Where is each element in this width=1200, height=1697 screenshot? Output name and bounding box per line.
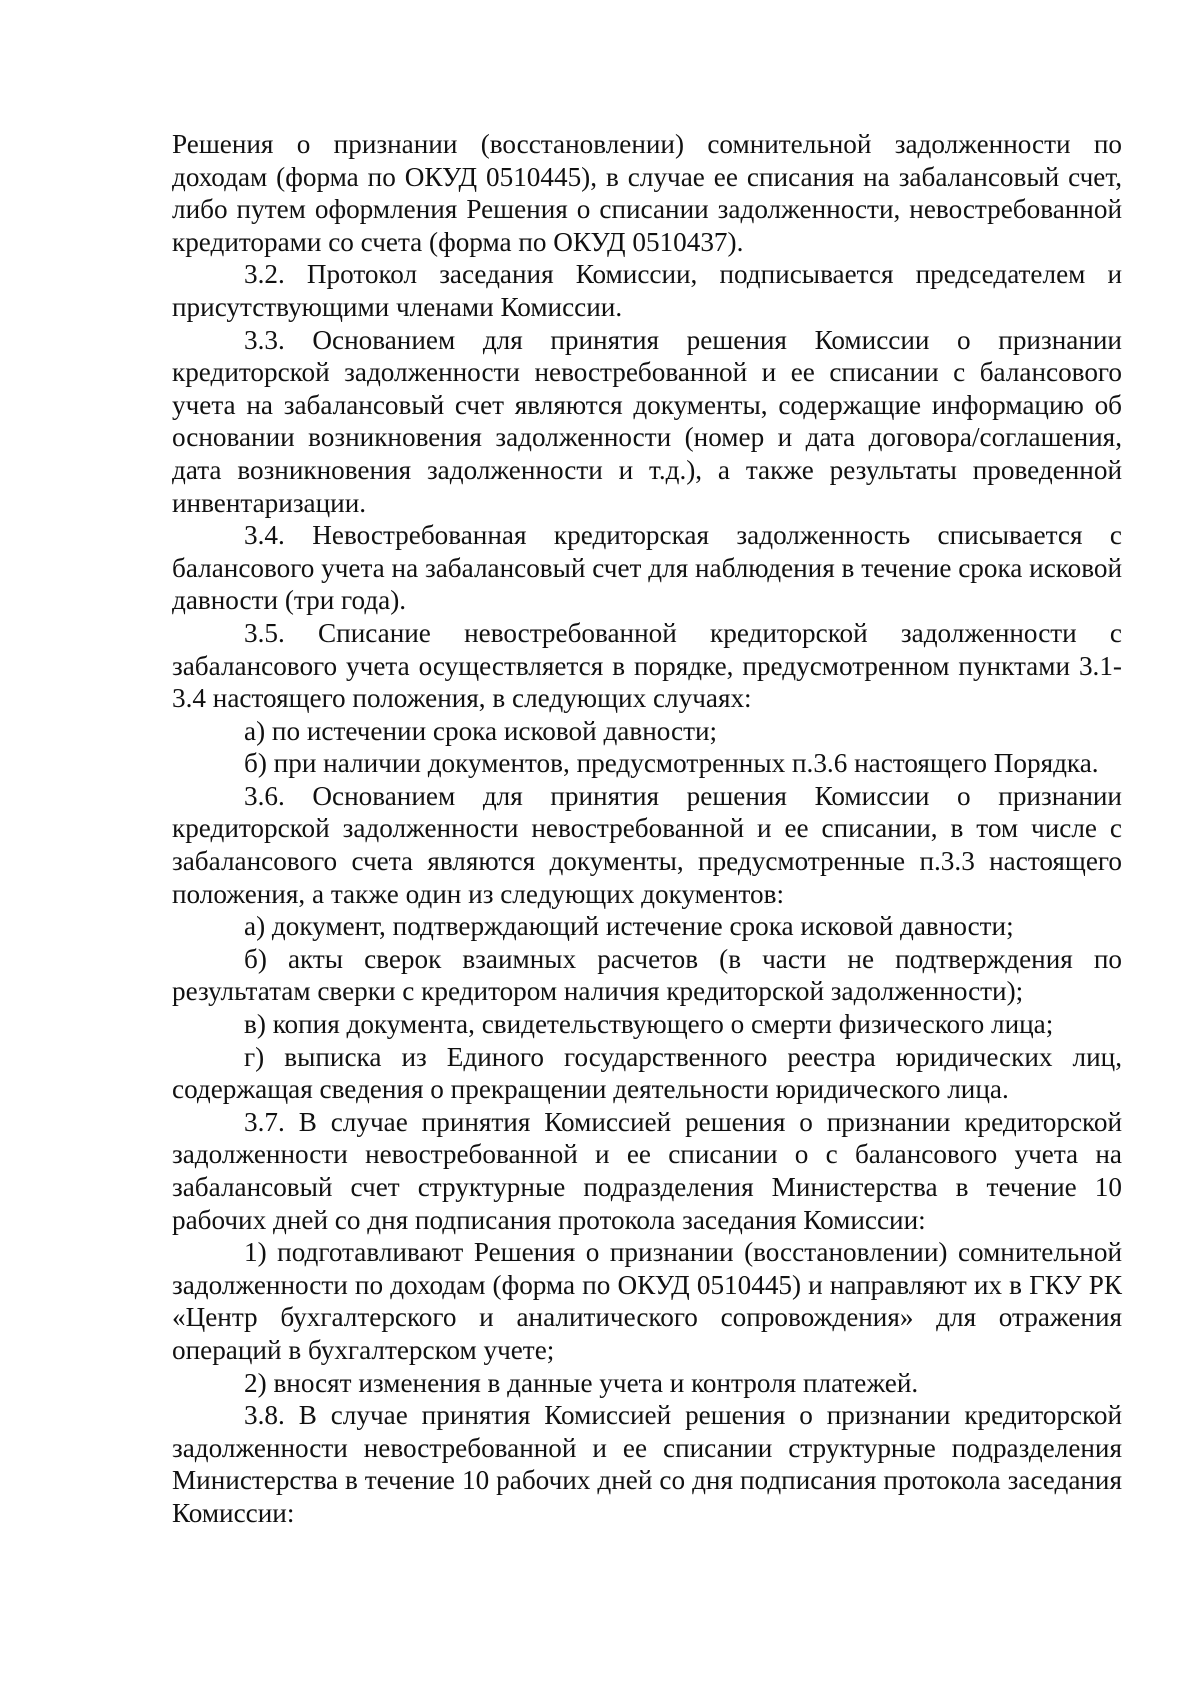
list-item-3-7-2: 2) вносят изменения в данные учета и контроля платежей. <box>244 1367 919 1398</box>
paragraph-3-2: 3.2. Протокол заседания Комиссии, подписывается председателем и присутствующими членами Комиссии. <box>172 259 1122 322</box>
paragraph-3-4: 3.4. Невостребованная кредиторская задолженность списывается с балансового учета на забалансовый счет для наблюдения в течение срока исковой давности (три года). <box>172 520 1122 616</box>
list-item-3-6-v: в) копия документа, свидетельствующего о смерти физического лица; <box>244 1009 1054 1040</box>
paragraph-decisions-continued: Решения о признании (восстановлении) сомнительной задолженности по доходам (форма по ОКУД 0510445), в случае ее списания на забалансовый счет, либо путем оформления Решения о списании задолженности, невостребованной кредиторами со счета (форма по ОКУД 0510437). <box>172 129 1122 257</box>
paragraph-3-7: 3.7. В случае принятия Комиссией решения о признании кредиторской задолженности невостребованной и ее списании о с балансового учета на забалансовый счет структурные подразделения Министерства в течение 10 рабочих дней со дня подписания протокола заседания Комиссии: <box>172 1106 1122 1235</box>
paragraph-3-6: 3.6. Основанием для принятия решения Комиссии о признании кредиторской задолженности невостребованной и ее списании, в том числе с забалансового счета являются документы, предусмотренные п.3.3 настоящего положения, а также один из следующих документов: <box>172 780 1122 909</box>
document-body <box>172 128 1122 1530</box>
list-item-3-6-g: г) выписка из Единого государственного реестра юридических лиц, содержащая сведения о прекращении деятельности юридического лица. <box>172 1041 1122 1105</box>
list-item-3-6-a: а) документ, подтверждающий истечение срока исковой давности; <box>244 911 1014 942</box>
paragraph-3-8: 3.8. В случае принятия Комиссией решения о признании кредиторской задолженности невостребованной и ее списании структурные подразделения Министерства в течение 10 рабочих дней со дня подписания протокола заседания Комиссии: <box>172 1400 1122 1528</box>
list-item-3-6-b: б) акты сверок взаимных расчетов (в части не подтверждения по результатам сверки с кредитором наличия кредиторской задолженности); <box>172 943 1122 1007</box>
list-item-3-5-a: а) по истечении срока исковой давности; <box>244 715 718 746</box>
list-item-3-5-b: б) при наличии документов, предусмотренных п.3.6 настоящего Порядка. <box>244 748 1099 779</box>
paragraph-3-5: 3.5. Списание невостребованной кредиторской задолженности с забалансового учета осуществляется в порядке, предусмотренном пунктами 3.1- 3.4 настоящего положения, в следующих случаях: <box>172 617 1122 714</box>
paragraph-3-3: 3.3. Основанием для принятия решения Комиссии о признании кредиторской задолженности невостребованной и ее списании с балансового учета на забалансовый счет являются документы, содержащие информацию об основании возникновения задолженности (номер и дата договора/соглашения, дата возникновения задолженности и т.д.), а также результаты проведенной инвентаризации. <box>172 324 1122 518</box>
list-item-3-7-1: 1) подготавливают Решения о признании (восстановлении) сомнительной задолженности по доходам (форма по ОКУД 0510445) и направляют их в ГКУ РК «Центр бухгалтерского и аналитического сопровождения» для отражения операций в бухгалтерском учете; <box>172 1237 1122 1365</box>
